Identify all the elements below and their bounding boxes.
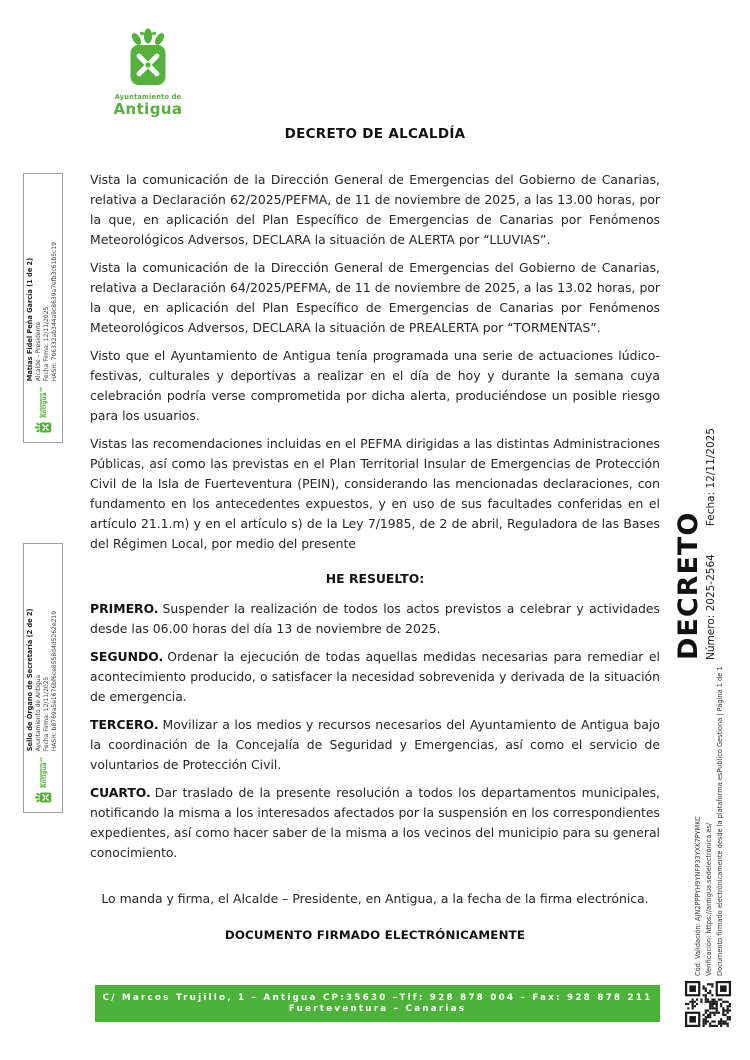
resolution-segundo bbox=[90, 647, 660, 707]
signature-stamp-alcalde bbox=[23, 173, 63, 443]
validation-block bbox=[693, 646, 729, 976]
stamp-logo bbox=[34, 387, 53, 435]
footer-address: C/ Marcos Trujillo, 1 – Antigua CP:35630 –Tlf: 928 878 004 – Fax: 928 878 211 bbox=[102, 993, 653, 1003]
footer-region: Fuerteventura – Canarias bbox=[288, 1004, 467, 1014]
signer-name: Sello de Órgano de Secretaría (2 de 2) bbox=[26, 608, 35, 752]
antigua-emblem-icon bbox=[122, 28, 174, 88]
paragraph-vista-1: Vista la comunicación de la Dirección General de Emergencias del Gobierno de Canarias, relativa a Declaración 62/2025/PEFMA, de 11 de noviembre de 2025, a las 13.00 horas, por la que, en aplicación del Plan Específico de Emergencias de Canarias por Fenómenos Meteorológicos Adversos, DECLARA la situación de ALERTA por “LLUVIAS”. bbox=[90, 172, 660, 247]
paragraph-vistas: Vistas las recomendaciones incluidas en el PEFMA dirigidas a las distintas Administraciones Públicas, así como las previstas en el Plan Territorial Insular de Emergencias de Protección Civil de la Isla de Fuerteventura (PEIN), considerando las mencionadas declaraciones, con fundamento en los antecedentes expuestos, y en uso de sus facultades conferidas en el artículo 21.1.m) y en el artículo s) de la Ley 7/1985, de 2 de abril, Reguladora de las Bases del Régimen Local, por medio del presente bbox=[90, 436, 660, 551]
qr-code bbox=[685, 981, 731, 1027]
signature-hash: HASH: b8769a5e1676bf6ce8558d4d5262e219 bbox=[50, 610, 58, 752]
antigua-emblem-icon bbox=[34, 420, 53, 435]
resolution-tercero-lead: TERCERO. bbox=[90, 717, 159, 732]
document-body bbox=[90, 170, 660, 945]
platform-note: Documento firmado electrónicamente desde la plataforma esPublico Gestiona | Página 1 de 1 bbox=[716, 666, 724, 976]
signature-date: Fecha Firma: 12/11/2025 bbox=[43, 306, 50, 382]
paragraph-visto: Visto que el Ayuntamiento de Antigua tenía programada una serie de actuaciones lúdico-festivas, culturales y deportivas a realizar en el día de hoy y durante la semana cuya celebración podría verse comprometida por dicha alerta, produciéndose un posible riesgo para los usuarios. bbox=[90, 348, 660, 423]
signature-stamp-secretaria bbox=[23, 543, 63, 813]
decree-type-label: DECRETO bbox=[673, 511, 704, 660]
signer-role: Alcalde - Presidente bbox=[35, 321, 43, 382]
resolution-cuarto-lead: CUARTO. bbox=[90, 785, 151, 800]
decree-sidebar bbox=[674, 400, 726, 660]
stamp-logo bbox=[34, 757, 53, 805]
stamp-logo-text: Ayuntamiento de Antigua bbox=[38, 387, 48, 418]
stamp-logo-text: Ayuntamiento de Antigua bbox=[38, 757, 48, 788]
resolution-segundo-text: Ordenar la ejecución de todas aquellas medidas necesarias para remediar el acontecimiento producido, o satisfacer la necesidad sobrevenida y derivada de la situación de emergencia. bbox=[90, 649, 660, 704]
validation-code: Cód. Validación: AJN2PPPYH9YNFP33YXK7PYMKC bbox=[694, 816, 702, 976]
paragraph-vista-2: Vista la comunicación de la Dirección General de Emergencias del Gobierno de Canarias, relativa a Declaración 64/2025/PEFMA, de 11 de noviembre de 2025, a las 13.02 horas, por la que, en aplicación del Plan Específico de Emergencias de Canarias por Fenómenos Meteorológicos Adversos, DECLARA la situación de PREALERTA por “TORMENTAS”. bbox=[90, 260, 660, 335]
decree-date: Fecha: 12/11/2025 bbox=[705, 427, 717, 527]
logo-org-name: Antigua bbox=[113, 100, 183, 118]
decree-number: Número: 2025-2564 bbox=[705, 554, 717, 660]
document-title: DECRETO DE ALCALDÍA bbox=[284, 126, 466, 142]
antigua-emblem-icon bbox=[34, 790, 53, 805]
signer-org: Ayuntamiento de Antigua bbox=[35, 674, 43, 752]
signature-hash: HASH: 706332ab344a9c8639a7efb3c61b5c19 bbox=[50, 242, 58, 382]
stamp-text bbox=[27, 608, 58, 751]
verification-url: Verificación: https://antigua.sedelectronica.es/ bbox=[705, 822, 713, 976]
resolution-primero-text: Suspender la realización de todos los actos previstos a celebrar y actividades desde las 06.00 horas del día 13 de noviembre de 2025. bbox=[90, 601, 660, 636]
resolution-primero bbox=[90, 599, 660, 639]
resolution-cuarto-text: Dar traslado de la presente resolución a todos los departamentos municipales, notificando la misma a los interesados afectados por la suspensión en los correspondientes expedientes, así como hacer saber de la misma a los vecinos del municipio para su general conocimiento. bbox=[90, 785, 660, 860]
municipality-logo bbox=[86, 28, 210, 118]
decree-meta bbox=[704, 400, 718, 660]
footer-address-bar bbox=[95, 985, 660, 1022]
resolution-segundo-lead: SEGUNDO. bbox=[90, 649, 164, 664]
logo-org-small: Ayuntamiento de bbox=[114, 93, 182, 101]
resolution-tercero bbox=[90, 715, 660, 775]
signature-date: Fecha Firma: 12/11/2025 bbox=[43, 676, 50, 752]
signer-name: Matías Fidel Peña García (1 de 2) bbox=[26, 257, 35, 382]
resolution-tercero-text: Movilizar a los medios y recursos necesarios del Ayuntamiento de Antigua bajo la coordinación de la Concejalía de Seguridad y Emergencias, así como el servicio de voluntarios de Protección Civil. bbox=[90, 717, 660, 772]
electronic-signature-note: DOCUMENTO FIRMADO ELECTRÓNICAMENTE bbox=[224, 928, 526, 942]
stamp-text bbox=[27, 242, 58, 381]
resolution-cuarto bbox=[90, 783, 660, 863]
resolution-primero-lead: PRIMERO. bbox=[90, 601, 159, 616]
resolution-heading: HE RESUELTO: bbox=[325, 571, 425, 586]
closing-statement: Lo manda y firma, el Alcalde – Presidente, en Antigua, a la fecha de la firma electrónica. bbox=[101, 891, 649, 906]
